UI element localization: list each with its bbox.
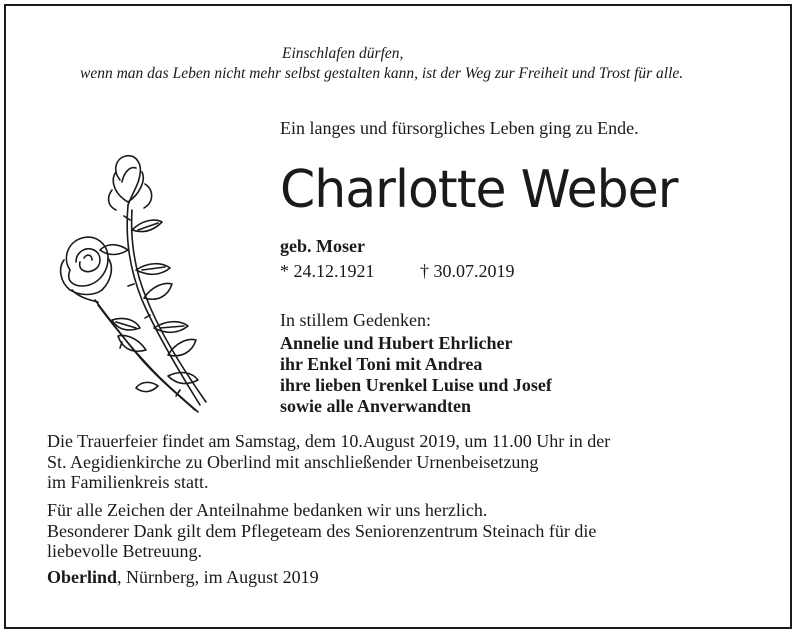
life-dates <box>280 261 515 282</box>
thanks-paragraph <box>47 500 596 562</box>
mourners-list <box>280 333 552 417</box>
closing-line <box>47 567 319 588</box>
motto-line-1: Einschlafen dürfen, <box>282 45 404 62</box>
intro-text: Ein langes und fürsorgliches Leben ging zu Ende. <box>280 118 639 138</box>
funeral-line: im Familienkreis statt. <box>47 472 209 492</box>
mourner-line: ihre lieben Urenkel Luise und Josef <box>280 375 552 395</box>
motto-line-2: wenn man das Leben nicht mehr selbst gestalten kann, ist der Weg zur Freiheit und Trost für alle. <box>80 65 684 82</box>
maiden-name: geb. Moser <box>280 236 365 256</box>
thanks-line: Für alle Zeichen der Anteilnahme bedanken wir uns herzlich. <box>47 500 488 520</box>
rose-icon <box>50 150 215 420</box>
closing-rest: , Nürnberg, im August 2019 <box>117 567 319 587</box>
funeral-line: Die Trauerfeier findet am Samstag, dem 10.August 2019, um 11.00 Uhr in der <box>47 431 611 451</box>
deceased-name: Charlotte Weber <box>280 160 678 220</box>
thanks-line: liebevolle Betreuung. <box>47 541 202 561</box>
mourner-line: Annelie und Hubert Ehrlicher <box>280 333 513 353</box>
closing-place: Oberlind <box>47 567 118 587</box>
mourners-intro: In stillem Gedenken: <box>280 310 431 330</box>
mourner-line: ihr Enkel Toni mit Andrea <box>280 354 483 374</box>
mourner-line: sowie alle Anverwandten <box>280 396 471 416</box>
funeral-line: St. Aegidienkirche zu Oberlind mit anschließender Urnenbeisetzung <box>47 451 539 472</box>
death-date: † 30.07.2019 <box>420 261 515 281</box>
funeral-paragraph <box>47 431 610 493</box>
birth-date: * 24.12.1921 <box>280 261 375 281</box>
thanks-line: Besonderer Dank gilt dem Pflegeteam des Seniorenzentrum Steinach für die <box>47 520 597 541</box>
